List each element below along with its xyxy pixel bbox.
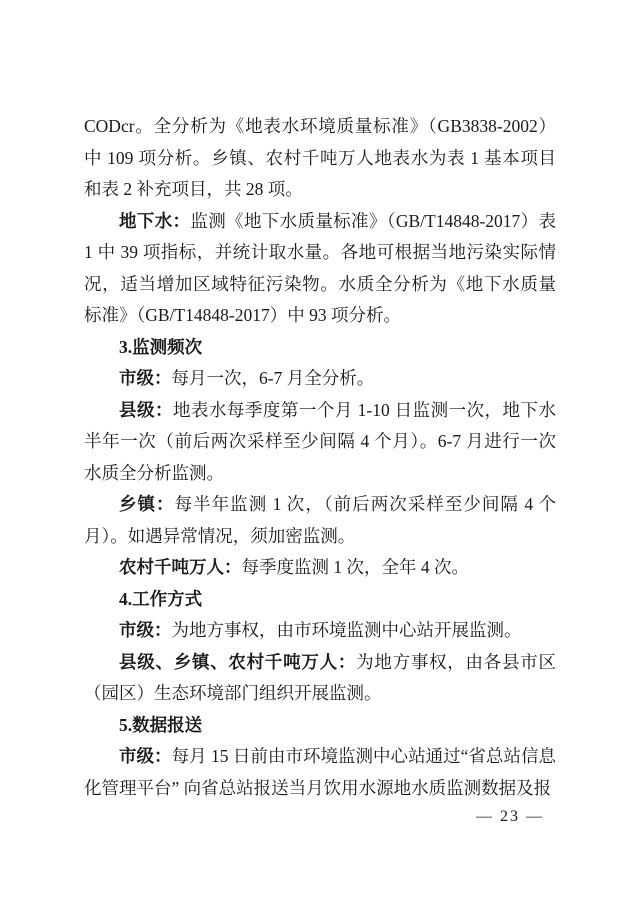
section-heading-work-mode: 4.工作方式 (119, 588, 203, 609)
paragraph-lead: 地下水： (119, 210, 191, 231)
paragraph-text: 每月 15 日前由市环境监测中心站通过“省总站信息化管理平台” 向省总站报送当月饮用水源地水质监测数据及报 (84, 746, 556, 798)
paragraph-lead: 农村千吨万人： (119, 557, 242, 577)
paragraph-codcr-continuation (84, 111, 556, 206)
paragraph-text: 每半年监测 1 次，（前后两次采样至少间隔 4 个月）。如遇异常情况，须加密监测。 (84, 494, 557, 546)
paragraph-text: 为地方事权，由各县市区（园区）生态环境部门组织开展监测。 (84, 651, 556, 703)
paragraph-county-frequency (84, 395, 556, 490)
paragraph-city-reporting (84, 741, 556, 804)
paragraph-lead: 县级： (119, 399, 173, 420)
paragraph-rural-frequency (84, 552, 556, 584)
paragraph-city-workmode (84, 615, 556, 647)
paragraph-lead: 市级： (119, 746, 172, 766)
section-heading-data-reporting: 5.数据报送 (119, 714, 203, 735)
section-heading-monitoring-frequency: 3.监测频次 (119, 336, 203, 357)
footer-page-number: — 23 — (476, 808, 544, 825)
paragraph-text: 每月一次，6-7 月全分析。 (171, 368, 375, 388)
paragraph-township-frequency (84, 489, 556, 552)
paragraph-groundwater (84, 206, 556, 332)
paragraph-text: 监测《地下水质量标准》（GB/T14848-2017）表 1 中 39 项指标，并统计取水量。各地可根据当地污染实际情况，适当增加区域特征污染物。水质全分析为《地下水质量标准》（GB/T14848-2017）中 93 项分析。 (84, 210, 556, 325)
paragraph-text: 每季度监测 1 次，全年 4 次。 (241, 557, 469, 577)
paragraph-text: 地表水每季度第一个月 1-10 日监测一次，地下水半年一次（前后两次采样至少间隔 4 个月）。6-7 月进行一次水质全分析监测。 (84, 399, 557, 483)
paragraph-county-workmode (84, 647, 556, 710)
document-body (84, 111, 556, 804)
paragraph-lead: 乡镇： (119, 494, 175, 514)
paragraph-city-frequency (84, 363, 556, 395)
paragraph-text: CODcr。全分析为《地表水环境质量标准》（GB3838-2002）中 109 项分析。乡镇、农村千吨万人地表水为表 1 基本项目和表 2 补充项目，共 28 项。 (84, 116, 556, 199)
paragraph-text: 为地方事权，由市环境监测中心站开展监测。 (171, 620, 522, 640)
paragraph-lead: 县级、乡镇、农村千吨万人： (119, 651, 357, 672)
paragraph-lead: 市级： (119, 620, 172, 640)
paragraph-lead: 市级： (119, 368, 172, 388)
